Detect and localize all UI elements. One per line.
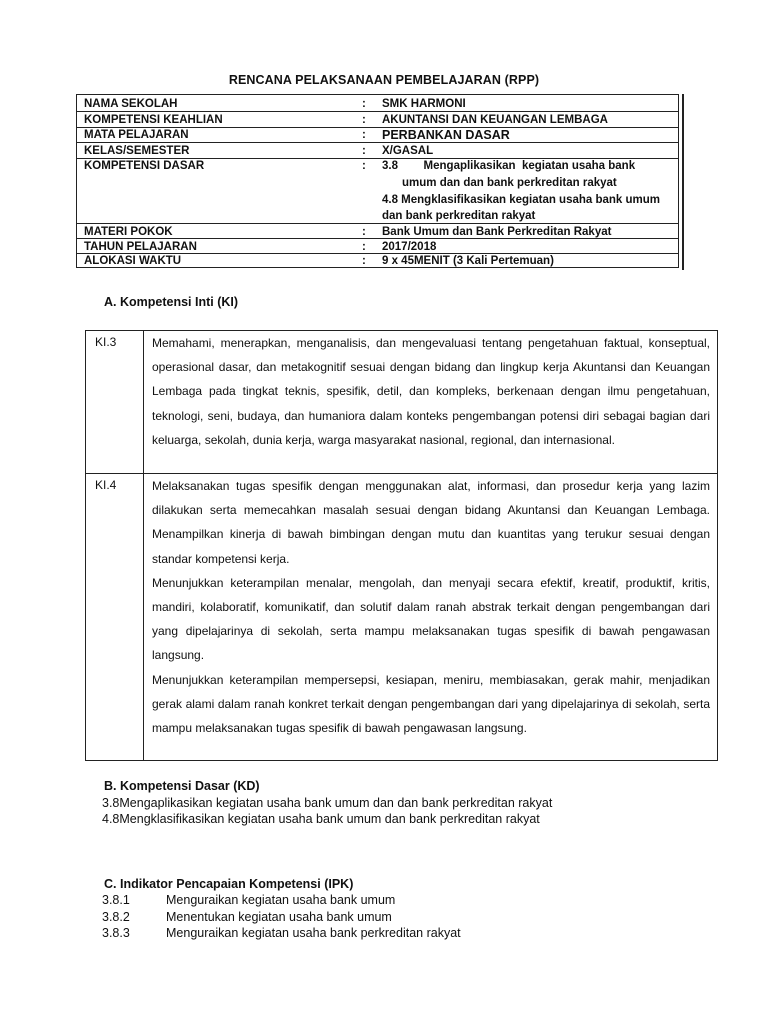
ki-paragraph: Menunjukkan keterampilan mempersepsi, kesiapan, meniru, membiasakan, gerak mahir, menjadikan gerak alami dalam ranah konkret terkait dengan pengembangan dari yang dipelajarinya di sekolah, serta mampu melaksanakan tugas spesifik di bawah pengawasan langsung. [152,672,710,736]
identity-colon: : [362,114,366,126]
ki-paragraph: Menunjukkan keterampilan menalar, mengolah, dan menyaji secara efektif, kreatif, produktif, kritis, mandiri, kolaboratif, komunikatif, dan solutif dalam ranah abstrak terkait dengan pengembangan dari yang dipelajarinya di sekolah, serta mampu melaksanakan tugas spesifik di bawah pengawasan langsung. [152,575,710,663]
section-b-heading: B. Kompetensi Dasar (KD) [104,779,260,793]
identity-colon: : [362,145,366,157]
ipk-number: 3.8.2 [102,910,130,924]
row-divider [77,238,678,239]
row-divider [77,142,678,143]
identity-value: 3.8 Mengaplikasikan kegiatan usaha bank [382,160,636,172]
identity-value: AKUNTANSI DAN KEUANGAN LEMBAGA [382,114,608,126]
identity-value: 4.8 Mengklasifikasikan kegiatan usaha bank umum [382,194,661,206]
identity-colon: : [362,255,366,267]
kd-item: 4.8Mengklasifikasikan kegiatan usaha bank umum dan bank perkreditan rakyat [102,812,540,826]
identity-label: ALOKASI WAKTU [84,255,182,267]
identity-colon: : [362,98,366,110]
identity-label: MATERI POKOK [84,226,173,238]
ki-code: KI.3 [95,335,117,349]
identity-value: X/GASAL [382,145,434,157]
ki-description [152,331,710,452]
ipk-number: 3.8.3 [102,926,130,940]
identity-value: PERBANKAN DASAR [382,128,510,142]
document-title: RENCANA PELAKSANAAN PEMBELAJARAN (RPP) [228,73,540,87]
identity-label: KOMPETENSI DASAR [84,160,205,172]
identity-colon: : [362,226,366,238]
identity-label: TAHUN PELAJARAN [84,241,197,253]
ki-description [152,474,710,740]
ki-paragraph: Melaksanakan tugas spesifik dengan menggunakan alat, informasi, dan prosedur kerja yang lazim dilakukan serta memecahkan masalah sesuai dengan bidang Akuntansi dan Keuangan Lembaga. Menampilkan kinerja di bawah bimbingan dengan mutu dan kuantitas yang terukur sesuai dengan standar kompetensi kerja. [152,479,710,566]
ipk-text: Menguraikan kegiatan usaha bank umum [166,893,396,907]
identity-value: dan bank perkreditan rakyat [382,210,536,222]
identity-table [76,94,679,268]
identity-label: KELAS/SEMESTER [84,145,190,157]
identity-value: Bank Umum dan Bank Perkreditan Rakyat [382,226,612,238]
identity-colon: : [362,129,366,141]
identity-label: NAMA SEKOLAH [84,98,178,110]
row-divider [77,223,678,224]
ki-table [85,330,718,761]
row-divider [77,111,678,112]
identity-label: KOMPETENSI KEAHLIAN [84,114,223,126]
ki-code: KI.4 [95,478,117,492]
identity-colon: : [362,160,366,172]
ipk-text: Menguraikan kegiatan usaha bank perkreditan rakyat [166,926,461,940]
identity-value: 2017/2018 [382,241,437,253]
kd-item: 3.8Mengaplikasikan kegiatan usaha bank umum dan dan bank perkreditan rakyat [102,796,553,810]
identity-value: 9 x 45MENIT (3 Kali Pertemuan) [382,255,554,267]
ipk-text: Menentukan kegiatan usaha bank umum [166,910,392,924]
ki-paragraph: Memahami, menerapkan, menganalisis, dan mengevaluasi tentang pengetahuan faktual, konseptual, operasional dasar, dan metakognitif sesuai dengan bidang dan lingkup kerja Akuntansi dan Keuangan Lembaga pada tingkat teknis, spesifik, detil, dan kompleks, berkenaan dengan ilmu pengetahuan, teknologi, seni, budaya, dan humaniora dalam konteks pengembangan potensi diri sebagai bagian dari keluarga, sekolah, dunia kerja, warga masyarakat nasional, regional, dan internasional. [152,336,710,447]
identity-label: MATA PELAJARAN [84,129,189,141]
identity-value: umum dan dan bank perkreditan rakyat [402,177,617,189]
section-c-heading: C. Indikator Pencapaian Kompetensi (IPK) [104,877,354,891]
identity-colon: : [362,241,366,253]
identity-value: SMK HARMONI [382,98,466,110]
section-a-heading: A. Kompetensi Inti (KI) [104,295,239,309]
ipk-number: 3.8.1 [102,893,130,907]
column-divider [143,331,144,760]
